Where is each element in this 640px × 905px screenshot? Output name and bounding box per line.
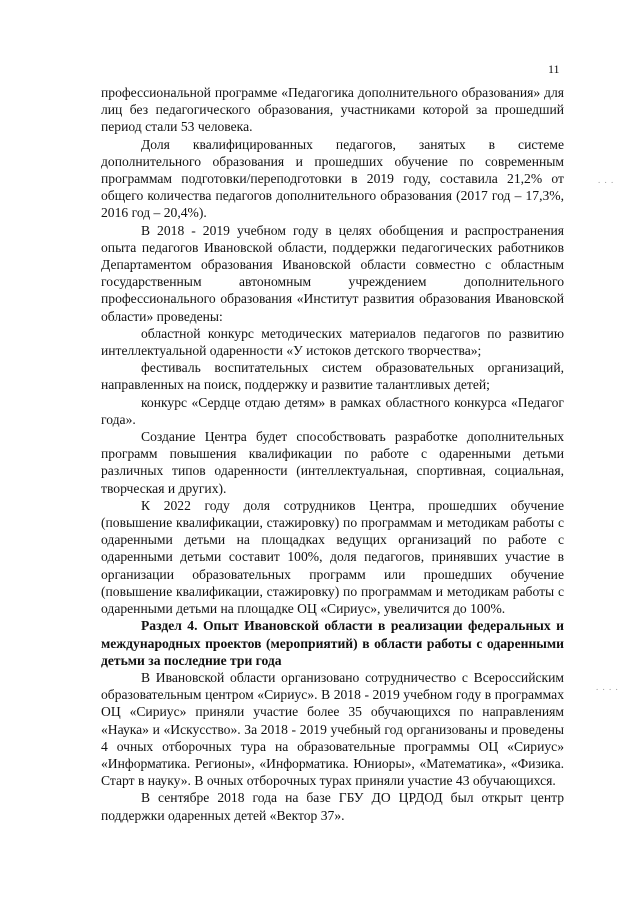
paragraph: Создание Центра будет способствовать разработке дополнительных программ повышения квалификации по работе с одаренными детьми различных типов одаренности (интеллектуальная, спортивная, социальная, творческая и других).: [101, 429, 564, 496]
section-heading: Раздел 4. Опыт Ивановской области в реализации федеральных и международных проектов (мероприятий) в области работы с одаренными детьми за последние три года: [101, 618, 564, 668]
paragraph: К 2022 году доля сотрудников Центра, прошедших обучение (повышение квалификации, стажировку) по программам и методикам работы с одаренными детьми на площадках ведущих организаций по работе с одаренными детьми составит 100%, доля педагогов, принявших участие в организации образовательных программ или прошедших обучение (повышение квалификации, стажировку) по программам и методикам работы с одаренными детьми на площадке ОЦ «Сириус», увеличится до 100%.: [101, 497, 564, 617]
paragraph: В 2018 - 2019 учебном году в целях обобщения и распространения опыта педагогов Ивановской области, поддержки педагогических работников Департаментом образования Ивановской области совместно с областным государственным автономным учреждением дополнительного профессионального образования «Институт развития образования Ивановской области» проведены:: [101, 222, 564, 324]
paragraph: В сентябре 2018 года на базе ГБУ ДО ЦРДОД был открыт центр поддержки одаренных детей «Вектор 37».: [101, 790, 564, 823]
paragraph: Доля квалифицированных педагогов, занятых в системе дополнительного образования и прошедших обучение по современным программам подготовки/переподготовки в 2019 году, составила 21,2% от общего количества педагогов дополнительного образования (2017 год – 17,3%, 2016 год – 20,4%).: [101, 136, 564, 221]
document-body: [101, 84, 564, 824]
paragraph: В Ивановской области организовано сотрудничество с Всероссийским образовательным центром «Сириус». В 2018 - 2019 учебном году в программах ОЦ «Сириус» приняли участие более 35 обучающихся по направлениям «Наука» и «Искусство». За 2018 - 2019 учебный год организованы и проведены 4 очных отборочных тура на образовательные программы ОЦ «Сириус» «Информатика. Регионы», «Информатика. Юниоры», «Математика», «Физика. Старт в науку». В очных отборочных турах приняли участие 43 обучающихся.: [101, 669, 564, 789]
paragraph: профессиональной программе «Педагогика дополнительного образования» для лиц без педагогического образования, участниками которой за прошедший период стали 53 человека.: [101, 85, 564, 135]
margin-mark: . . .: [598, 175, 615, 185]
list-item: конкурс «Сердце отдаю детям» в рамках областного конкурса «Педагог года».: [101, 394, 564, 427]
list-item: областной конкурс методических материалов педагогов по развитию интеллектуальной одаренности «У истоков детского творчества»;: [101, 325, 564, 359]
margin-mark: . . . .: [596, 682, 619, 692]
list-item: фестиваль воспитательных систем образовательных организаций, направленных на поиск, поддержку и развитие талантливых детей;: [101, 360, 564, 393]
page-number: 11: [548, 62, 560, 76]
